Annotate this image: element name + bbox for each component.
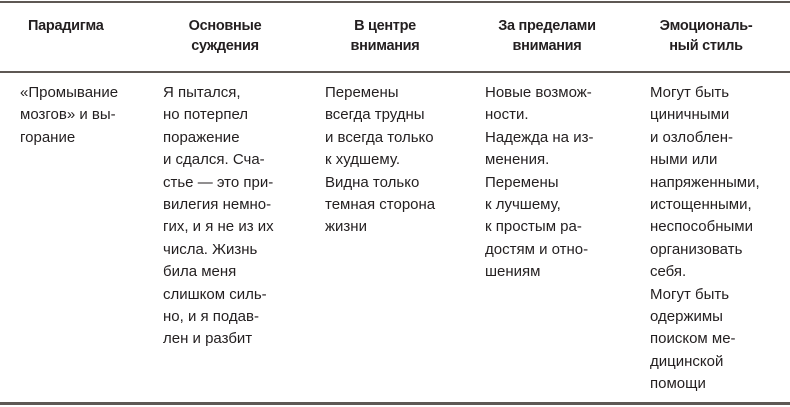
cell-line: и озлоблен- [650, 128, 733, 146]
cell-line: шениям [485, 263, 541, 281]
cell-line: стье — это при- [163, 173, 274, 191]
cell-line: достям и отно- [485, 240, 589, 258]
header-line: Основные [188, 18, 262, 34]
header-out-of-focus [485, 16, 609, 56]
cell-line: ными или [650, 151, 718, 169]
cell-line: числа. Жизнь [163, 240, 258, 258]
cell-line: циничными [650, 106, 730, 124]
cell-line: темная сторона [325, 196, 436, 214]
cell-line: к простым ра- [485, 218, 582, 236]
header-in-focus [325, 16, 445, 56]
cell-in-focus [325, 82, 435, 239]
cell-line: Видна только [325, 173, 420, 191]
cell-line: Могут быть [650, 285, 730, 303]
cell-line: гих, и я не из их [163, 218, 274, 236]
cell-line: к лучшему, [485, 196, 561, 214]
cell-line: мозгов» и вы- [20, 106, 116, 124]
header-emotional-style [650, 16, 762, 56]
header-line: суждения [191, 38, 259, 54]
header-paradigm [20, 16, 128, 36]
header-line: ный стиль [669, 38, 743, 54]
cell-line: поражение [163, 128, 240, 146]
cell-line: Перемены [485, 173, 559, 191]
cell-line: себя. [650, 263, 687, 281]
cell-line: Надежда на из- [485, 128, 594, 146]
bottom-rule [0, 402, 790, 405]
cell-line: истощенными, [650, 196, 752, 214]
cell-line: помощи [650, 375, 706, 393]
cell-line: Новые возмож- [485, 84, 592, 101]
header-line: За пределами [498, 18, 596, 34]
cell-line: «Промывание [20, 84, 119, 101]
cell-line: жизни [325, 218, 367, 236]
cell-paradigm [20, 82, 118, 149]
cell-line: лен и разбит [163, 330, 253, 348]
header-line: Эмоциональ- [659, 18, 753, 34]
cell-line: всегда трудны [325, 106, 425, 124]
cell-out-of-focus [485, 82, 593, 284]
header-rule [0, 71, 790, 73]
cell-line: одержимы [650, 308, 723, 326]
cell-line: к худшему. [325, 151, 401, 169]
header-line: Парадигма [28, 18, 104, 34]
cell-line: била меня [163, 263, 237, 281]
cell-line: ности. [485, 106, 529, 124]
cell-line: напряженными, [650, 173, 760, 191]
top-rule [0, 1, 790, 3]
header-line: В центре [354, 18, 416, 34]
cell-line: дицинской [650, 352, 724, 370]
cell-line: поиском ме- [650, 330, 736, 348]
cell-line: Я пытался, [163, 84, 241, 101]
header-core-beliefs [163, 16, 287, 56]
header-line: внимания [512, 38, 582, 54]
cell-core-beliefs [163, 82, 274, 351]
cell-line: и всегда только [325, 128, 434, 146]
cell-line: организовать [650, 240, 743, 258]
cell-line: Могут быть [650, 84, 730, 101]
cell-line: и сдался. Сча- [163, 151, 265, 169]
cell-emotional-style [650, 82, 760, 396]
cell-line: Перемены [325, 84, 399, 101]
cell-line: менения. [485, 151, 550, 169]
cell-line: горание [20, 128, 76, 146]
cell-line: но потерпел [163, 106, 249, 124]
cell-line: но, и я подав- [163, 308, 259, 326]
cell-line: вилегия немно- [163, 196, 272, 214]
cell-line: неспособными [650, 218, 753, 236]
cell-line: слишком силь- [163, 285, 267, 303]
header-line: внимания [350, 38, 420, 54]
